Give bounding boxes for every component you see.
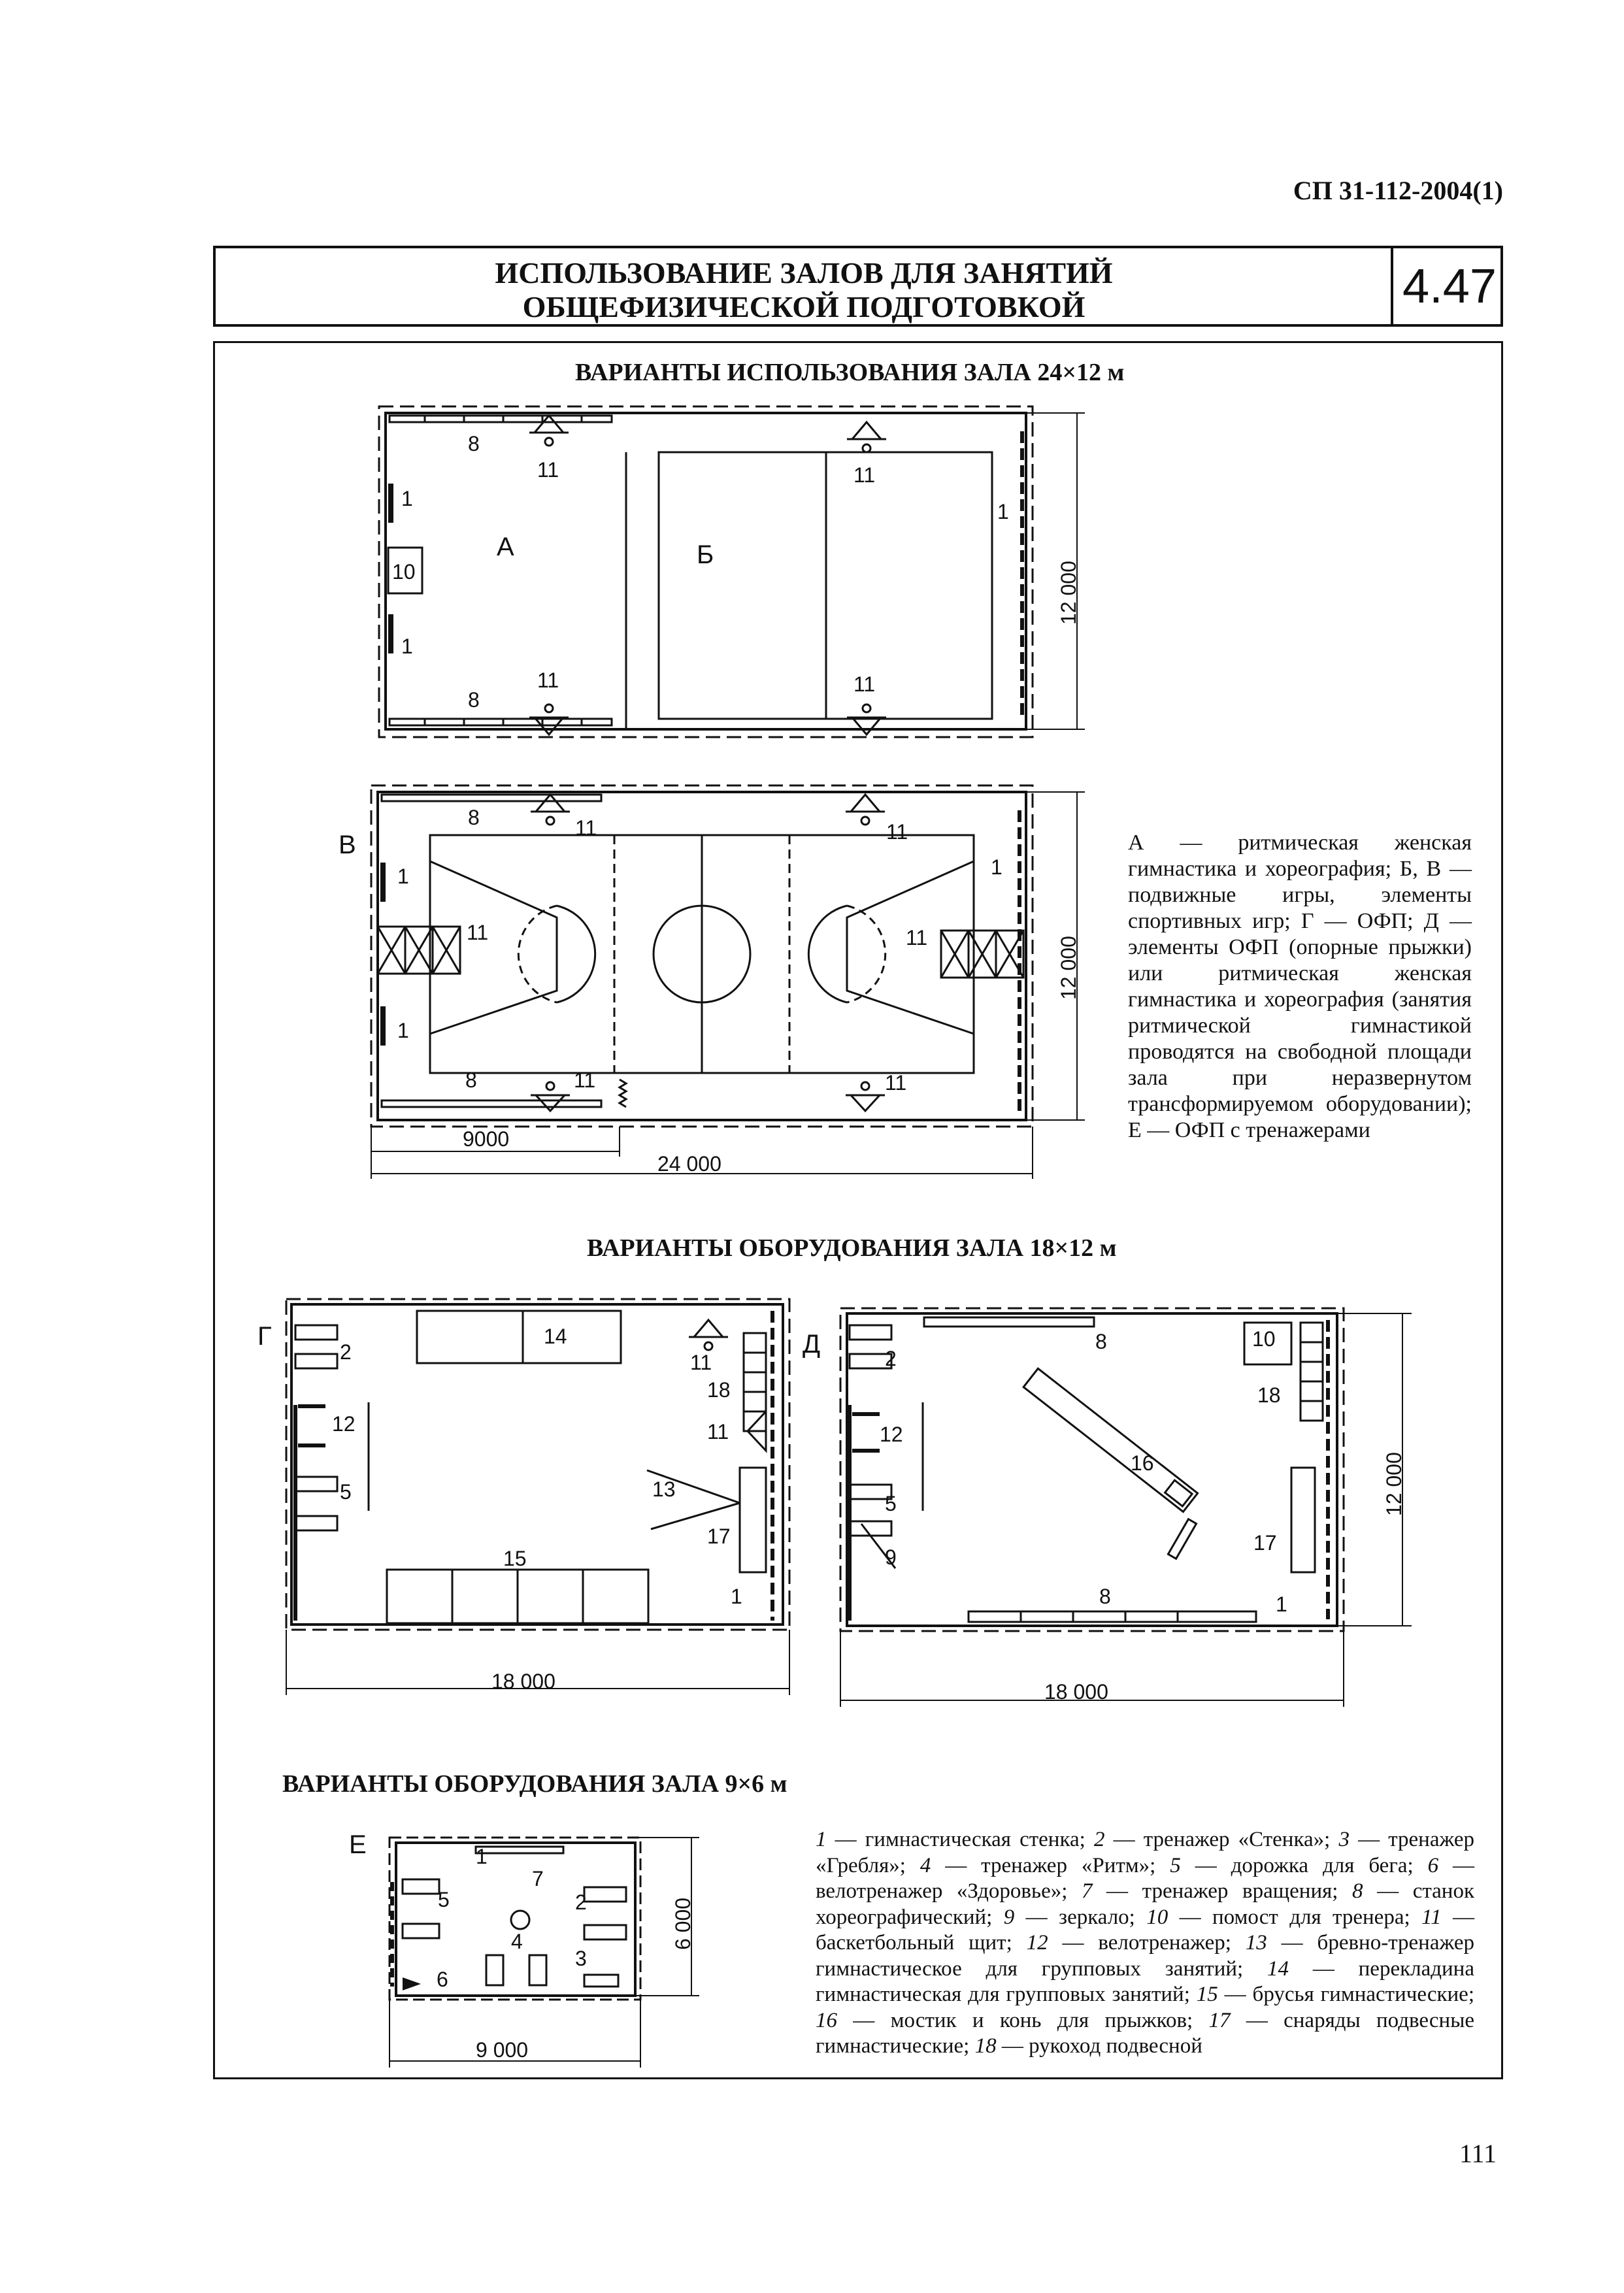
marker-11-v-top-left: 11 (575, 816, 597, 840)
plan-hall-v (371, 785, 1085, 1179)
legend-item-text: — велотренажер; (1048, 1931, 1246, 1955)
dim-18000-d: 18 000 (1044, 1680, 1108, 1704)
marker-10-a: 10 (392, 560, 416, 584)
marker-8-a-top: 8 (468, 432, 480, 455)
dim-18000-g: 18 000 (491, 1670, 555, 1693)
marker-11-b-top: 11 (853, 463, 876, 487)
legend-item (920, 1854, 1170, 1877)
legend-item (1094, 1828, 1338, 1851)
legend-item-number: 5 (1170, 1853, 1181, 1877)
marker-13-g: 13 (652, 1477, 676, 1501)
dim-12000-d: 12 000 (1382, 1452, 1406, 1516)
marker-2-d: 2 (885, 1347, 897, 1370)
page-number: 111 (1459, 2139, 1497, 2168)
marker-14-g: 14 (544, 1325, 567, 1348)
marker-1-e: 1 (476, 1845, 488, 1868)
vault-bridge-and-horse (1023, 1368, 1197, 1511)
legend-item-text: — бревно-тренажер гимнастическое для групповых занятий; (816, 1931, 1475, 1981)
section-heading-18x12: ВАРИАНТЫ ОБОРУДОВАНИЯ ЗАЛА 18×12 м (587, 1234, 1117, 1262)
ballet-barre-d-top (924, 1317, 1094, 1327)
gym-apparatus-g (740, 1468, 766, 1572)
legend-item-text: — перекладина гимнастическая для групповых занятий; (816, 1956, 1474, 2006)
labels-plan-e (349, 1830, 695, 2062)
marker-17-g: 17 (707, 1525, 731, 1548)
marker-1-d: 1 (1276, 1592, 1287, 1616)
marker-11-v-bottom-left: 11 (574, 1068, 596, 1092)
legend-item-text: — рукоход подвесной (996, 2034, 1202, 2058)
plan-hall-e (389, 1838, 699, 2068)
zone-label-d: Д (803, 1330, 821, 1359)
legend-item-number: 15 (1196, 1983, 1218, 2006)
dim-24000: 24 000 (657, 1152, 721, 1176)
dim-6000: 6 000 (671, 1897, 695, 1950)
dim-9000: 9000 (463, 1127, 510, 1151)
marker-2-e: 2 (575, 1890, 587, 1914)
marker-18-g: 18 (707, 1378, 731, 1402)
marker-5-e: 5 (438, 1888, 450, 1911)
legend-item-number: 4 (920, 1853, 931, 1877)
legend-item-text: — брусья гимнастические; (1218, 1983, 1474, 2006)
bike-trainer-icon (403, 1977, 421, 1990)
sheet-number: 4.47 (1391, 246, 1506, 327)
marker-9-d: 9 (885, 1545, 897, 1569)
legend-item-number: 10 (1146, 1905, 1168, 1929)
gym-apparatus-d (1291, 1468, 1315, 1572)
legend-item (1146, 1905, 1421, 1929)
legend-item-text: — гимнастическая стенка; (826, 1828, 1094, 1851)
ballet-barre-e (476, 1847, 563, 1853)
legend-item-number: 8 (1352, 1879, 1363, 1903)
legend-item-number: 13 (1245, 1931, 1267, 1955)
legend-item-text: — тренажер вращения; (1092, 1879, 1353, 1903)
marker-12-g: 12 (332, 1412, 356, 1436)
legend-item-text: — мостик и конь для прыжков; (837, 2008, 1209, 2032)
zone-label-g: Г (257, 1322, 272, 1351)
legend-item-number: 11 (1421, 1905, 1442, 1929)
section-heading-9x6: ВАРИАНТЫ ОБОРУДОВАНИЯ ЗАЛА 9×6 м (282, 1770, 787, 1798)
legend-item-text: — станок хореографический; (816, 1879, 1474, 1929)
basketball-backboard-v-bottom-right (846, 1082, 885, 1111)
marker-16-d: 16 (1131, 1451, 1154, 1475)
legend-item-number: 7 (1081, 1879, 1093, 1903)
ballet-barre-d-bottom (969, 1611, 1256, 1622)
ballet-barre-a-top (389, 416, 612, 422)
dim-12000-a: 12 000 (1057, 561, 1080, 625)
key-left (430, 861, 557, 1034)
legend-item (1082, 1879, 1352, 1903)
zone-legend: А — ритмическая женская гимнастика и хореография; Б, В — подвижные игры, элементы спортивных игр; Г — ОФП; Д — элементы ОФП (опорные прыжки) или ритмическая женская гимнастика и хореография (занятия ритмической гимнастикой проводятся на свободной площади зала при неразвернутом трансформируемом оборудовании); Е — ОФП с тренажерами (1128, 831, 1472, 1142)
marker-11-v-left: 11 (467, 921, 489, 944)
marker-11-a-top: 11 (537, 458, 559, 482)
climbing-frame-left (378, 927, 460, 974)
marker-8-v-bottom: 8 (465, 1068, 477, 1092)
marker-15-g: 15 (503, 1547, 527, 1570)
legend-item-text: — тренажер «Гребля»; (816, 1828, 1474, 1877)
legend-item-text: — зеркало; (1014, 1905, 1147, 1929)
legend-item-text: — тренажер «Стенка»; (1104, 1828, 1339, 1851)
marker-1-b: 1 (997, 500, 1009, 523)
marker-8-v-top: 8 (468, 806, 480, 829)
legend-item-text: — дорожка для бега; (1180, 1853, 1428, 1877)
marker-5-g: 5 (340, 1480, 352, 1504)
title-line-1: ИСПОЛЬЗОВАНИЕ ЗАЛОВ ДЛЯ ЗАНЯТИЙ (495, 256, 1113, 289)
marker-11-b-bottom: 11 (853, 672, 876, 696)
marker-1-v-right: 1 (991, 855, 1003, 879)
legend-item-number: 16 (816, 2008, 837, 2032)
ballet-barre-a-bottom (389, 719, 612, 725)
legend-item-text: — помост для тренера; (1168, 1905, 1422, 1929)
marker-1-a-upper: 1 (401, 487, 413, 510)
marker-7-e: 7 (532, 1867, 544, 1890)
legend-item (1027, 1931, 1246, 1955)
marker-6-e: 6 (437, 1968, 448, 1991)
equipment-legend (816, 1827, 1474, 2060)
document-code: СП 31-112-2004(1) (1293, 176, 1503, 205)
legend-item (1197, 1983, 1474, 2006)
marker-11-v-top-right: 11 (886, 820, 908, 844)
legend-item-number: 12 (1026, 1931, 1048, 1955)
basketball-backboard-g (689, 1320, 728, 1350)
marker-1-v-lower: 1 (397, 1019, 409, 1042)
marker-8-a-bottom: 8 (468, 688, 480, 712)
marker-1-v-upper: 1 (397, 865, 409, 888)
legend-item-number: 3 (1338, 1828, 1350, 1851)
title-line-2: ОБЩЕФИЗИЧЕСКОЙ ПОДГОТОВКОЙ (522, 290, 1085, 323)
marker-1-a-lower: 1 (401, 635, 413, 658)
marker-3-e: 3 (575, 1947, 587, 1970)
marker-10-d: 10 (1252, 1327, 1276, 1351)
labels-plan-g (257, 1322, 742, 1693)
plan-hall-g (286, 1299, 789, 1695)
marker-11-v-bottom-right: 11 (885, 1071, 907, 1095)
legend-item-text: — тренажер «Ритм»; (931, 1853, 1170, 1877)
spring-symbol (620, 1080, 626, 1107)
legend-item (816, 1828, 1094, 1851)
overhead-ladder-d (1301, 1323, 1323, 1421)
marker-11-a-bottom: 11 (537, 668, 559, 692)
zone-label-e: Е (349, 1830, 367, 1859)
marker-11-v-right: 11 (906, 926, 928, 949)
marker-17-d: 17 (1253, 1531, 1277, 1555)
group-horizontal-bar (417, 1311, 621, 1363)
labels-plan-a-b (392, 432, 1080, 712)
plan-hall-d (840, 1308, 1412, 1707)
marker-5-d: 5 (885, 1492, 897, 1515)
marker-11-g-top: 11 (690, 1351, 712, 1374)
rotation-trainer (511, 1911, 529, 1929)
legend-item-number: 2 (1093, 1828, 1105, 1851)
legend-item-number: 9 (1003, 1905, 1015, 1929)
legend-item-number: 14 (1267, 1956, 1289, 1981)
marker-12-d: 12 (880, 1423, 903, 1446)
marker-8-d-bottom: 8 (1099, 1585, 1111, 1608)
zone-label-b: Б (697, 540, 714, 569)
zone-label-a: А (497, 533, 514, 561)
zone-label-v: В (339, 831, 356, 859)
basketball-backboard-b-top (847, 422, 886, 452)
legend-item-text: — велотренажер «Здоровье»; (816, 1853, 1475, 1903)
climbing-frame-right (941, 931, 1023, 978)
marker-2-g: 2 (340, 1340, 352, 1364)
legend-item (816, 2009, 1209, 2032)
legend-item-number: 6 (1427, 1853, 1439, 1877)
ballet-barre-v-top (382, 795, 601, 801)
ballet-barre-v-bottom (382, 1100, 601, 1107)
marker-11-g-side: 11 (707, 1420, 729, 1443)
basketball-backboard-a-top (529, 416, 569, 446)
legend-item-text: — снаряды подвесные гимнастические; (816, 2008, 1475, 2058)
legend-item-number: 1 (816, 1828, 827, 1851)
legend-item-text: — баскетбольный щит; (816, 1905, 1475, 1955)
legend-item (1004, 1905, 1146, 1929)
legend-item-number: 18 (974, 2034, 997, 2058)
legend-item (1170, 1854, 1427, 1877)
marker-8-d-top: 8 (1095, 1330, 1107, 1353)
marker-1-g: 1 (731, 1585, 742, 1608)
marker-18-d: 18 (1257, 1383, 1281, 1407)
legend-item-number: 17 (1208, 2008, 1231, 2032)
marker-4-e: 4 (511, 1930, 523, 1953)
basketball-backboard-v-top-left (531, 795, 570, 825)
trainers-g (295, 1325, 337, 1530)
section-heading-24x12: ВАРИАНТЫ ИСПОЛЬЗОВАНИЯ ЗАЛА 24×12 м (575, 359, 1125, 386)
plan-hall-a-b (379, 406, 1085, 737)
legend-item (975, 2034, 1202, 2058)
dim-12000-v: 12 000 (1057, 936, 1080, 1000)
dim-9000-e: 9 000 (476, 2038, 529, 2062)
basketball-backboard-v-top-right (846, 795, 885, 825)
